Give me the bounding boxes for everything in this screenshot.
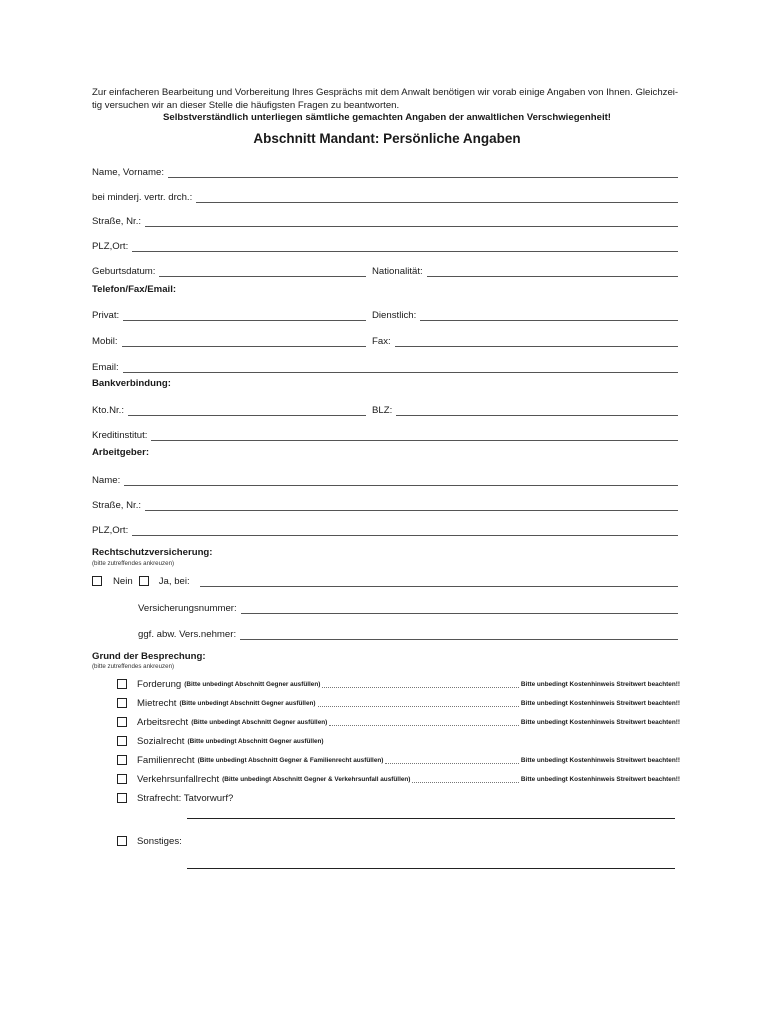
private-phone-field[interactable] xyxy=(123,310,366,321)
bank-institute-row xyxy=(92,427,678,441)
policy-number-field[interactable] xyxy=(241,603,678,614)
reason-option xyxy=(117,791,680,805)
plz-field[interactable] xyxy=(132,241,678,252)
reason-note: (Bitte unbedingt Abschnitt Gegner & Familienrecht ausfüllen) xyxy=(197,756,384,764)
name-row xyxy=(92,164,678,178)
employer-street-row xyxy=(92,497,678,511)
reason-section-heading: Grund der Besprechung: xyxy=(92,651,206,662)
blz-label: BLZ: xyxy=(372,405,393,416)
phone-section-heading: Telefon/Fax/Email: xyxy=(92,284,177,295)
fax-label: Fax: xyxy=(372,336,391,347)
guardian-row xyxy=(92,189,678,203)
employer-name-row xyxy=(92,472,678,486)
reason-checkbox[interactable] xyxy=(117,717,127,727)
reason-warning: Bitte unbedingt Kostenhinweis Streitwert beachten!! xyxy=(520,699,680,707)
reason-option xyxy=(117,734,680,748)
email-field[interactable] xyxy=(123,362,678,373)
private-business-row xyxy=(92,307,678,321)
employer-street-field[interactable] xyxy=(145,500,678,511)
employer-name-label: Name: xyxy=(92,475,121,486)
street-field[interactable] xyxy=(145,216,678,227)
plz-row xyxy=(92,238,678,252)
nationality-field[interactable] xyxy=(427,266,678,277)
reason-checkbox[interactable] xyxy=(117,698,127,708)
dotted-leader xyxy=(329,718,519,726)
reason-warning: Bitte unbedingt Kostenhinweis Streitwert beachten!! xyxy=(520,680,680,688)
other-checkbox[interactable] xyxy=(117,836,127,846)
offense-answer-line[interactable] xyxy=(187,818,675,819)
reason-warning: Bitte unbedingt Kostenhinweis Streitwert beachten!! xyxy=(520,775,680,783)
reason-warning: Bitte unbedingt Kostenhinweis Streitwert beachten!! xyxy=(520,718,680,726)
account-blz-row xyxy=(92,402,678,416)
intro-line-2: tig versuchen wir an dieser Stelle die häufigsten Fragen zu beantworten. xyxy=(92,99,400,111)
other-answer-line[interactable] xyxy=(187,868,675,869)
reason-note: (Bitte unbedingt Abschnitt Gegner ausfüllen) xyxy=(187,737,324,745)
reason-label: Strafrecht: Tatvorwurf? xyxy=(137,792,234,804)
insurance-yes-label: Ja, bei: xyxy=(158,575,190,587)
email-label: Email: xyxy=(92,362,119,373)
insurance-no-label: Nein xyxy=(113,575,133,587)
street-row xyxy=(92,213,678,227)
birthdate-field[interactable] xyxy=(159,266,366,277)
policy-holder-label: ggf. abw. Vers.nehmer: xyxy=(138,629,237,640)
reason-checkbox[interactable] xyxy=(117,679,127,689)
reason-option xyxy=(117,753,680,767)
reason-checkbox[interactable] xyxy=(117,774,127,784)
fax-field[interactable] xyxy=(395,336,678,347)
dotted-leader xyxy=(322,680,519,688)
bank-section-heading: Bankverbindung: xyxy=(92,378,171,389)
account-label: Kto.Nr.: xyxy=(92,405,124,416)
reason-label: Arbeitsrecht xyxy=(137,716,189,728)
other-option xyxy=(117,834,680,848)
plz-label: PLZ,Ort: xyxy=(92,241,129,252)
reason-note: (Bitte unbedingt Abschnitt Gegner ausfüllen) xyxy=(191,718,328,726)
dotted-leader xyxy=(412,775,518,783)
reason-label: Familienrecht xyxy=(137,754,195,766)
reason-warning: Bitte unbedingt Kostenhinweis Streitwert beachten!! xyxy=(520,756,680,764)
insurance-choice-row xyxy=(92,574,678,588)
policy-holder-field[interactable] xyxy=(240,629,678,640)
name-label: Name, Vorname: xyxy=(92,167,164,178)
reason-option xyxy=(117,677,680,691)
private-phone-label: Privat: xyxy=(92,310,120,321)
policy-number-row xyxy=(138,600,678,614)
guardian-label: bei minderj. vertr. drch.: xyxy=(92,192,193,203)
reason-option xyxy=(117,715,680,729)
street-label: Straße, Nr.: xyxy=(92,216,142,227)
account-field[interactable] xyxy=(128,405,366,416)
mobile-fax-row xyxy=(92,333,678,347)
reason-note: (Bitte unbedingt Abschnitt Gegner ausfüllen) xyxy=(184,680,321,688)
birthdate-label: Geburtsdatum: xyxy=(92,266,156,277)
employer-plz-row xyxy=(92,522,678,536)
employer-name-field[interactable] xyxy=(124,475,678,486)
bank-institute-field[interactable] xyxy=(151,430,678,441)
employer-plz-field[interactable] xyxy=(132,525,678,536)
birth-nationality-row xyxy=(92,263,678,277)
reason-option xyxy=(117,772,680,786)
intro-confidentiality-note: Selbstverständlich unterliegen sämtliche gemachten Angaben der anwaltlichen Verschwiegenheit! xyxy=(162,112,611,123)
page-title: Abschnitt Mandant: Persönliche Angaben xyxy=(253,131,521,146)
reason-option xyxy=(117,696,680,710)
employer-plz-label: PLZ,Ort: xyxy=(92,525,129,536)
reason-checkbox[interactable] xyxy=(117,736,127,746)
dotted-leader xyxy=(385,756,519,764)
business-phone-label: Dienstlich: xyxy=(372,310,417,321)
policy-number-label: Versicherungsnummer: xyxy=(138,603,237,614)
blz-field[interactable] xyxy=(396,405,678,416)
reason-note: (Bitte unbedingt Abschnitt Gegner ausfüllen) xyxy=(179,699,316,707)
business-phone-field[interactable] xyxy=(420,310,678,321)
insurance-no-checkbox[interactable] xyxy=(92,576,102,586)
nationality-label: Nationalität: xyxy=(372,266,423,277)
policy-holder-row xyxy=(138,626,678,640)
reason-label: Verkehrsunfallrecht xyxy=(137,773,220,785)
insurance-hint: (bitte zutreffendes ankreuzen) xyxy=(92,560,175,567)
reason-label: Sozialrecht xyxy=(137,735,185,747)
mobile-label: Mobil: xyxy=(92,336,118,347)
intro-line-1: Zur einfacheren Bearbeitung und Vorbereitung Ihres Gesprächs mit dem Anwalt benötigen wir vorab einige Angaben von Ihnen. Gleichzei- xyxy=(92,87,679,98)
reason-hint: (bitte zutreffendes ankreuzen) xyxy=(92,663,175,670)
reason-note: (Bitte unbedingt Abschnitt Gegner & Verkehrsunfall ausfüllen) xyxy=(222,775,411,783)
insurance-yes-checkbox[interactable] xyxy=(139,576,149,586)
guardian-field[interactable] xyxy=(196,192,678,203)
employer-section-heading: Arbeitgeber: xyxy=(92,447,150,458)
dotted-leader xyxy=(318,699,519,707)
insurance-section-heading: Rechtschutzversicherung: xyxy=(92,547,213,558)
mobile-field[interactable] xyxy=(122,336,366,347)
name-field[interactable] xyxy=(168,167,678,178)
employer-street-label: Straße, Nr.: xyxy=(92,500,142,511)
other-label: Sonstiges: xyxy=(137,835,182,847)
bank-institute-label: Kreditinstitut: xyxy=(92,430,148,441)
reason-label: Mietrecht xyxy=(137,697,177,709)
insurance-company-field[interactable] xyxy=(200,576,678,587)
reason-checkbox[interactable] xyxy=(117,755,127,765)
email-row xyxy=(92,359,678,373)
intro-text xyxy=(92,87,682,125)
reason-checkbox[interactable] xyxy=(117,793,127,803)
reason-label: Forderung xyxy=(137,678,182,690)
